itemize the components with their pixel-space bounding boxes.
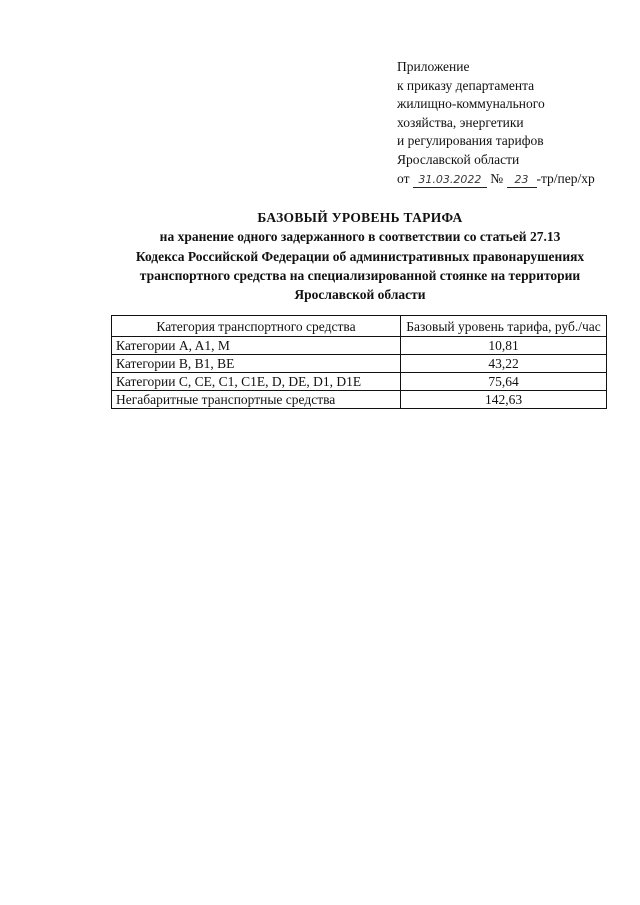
title-line: транспортного средства на специализированной стоянке на территории [139, 267, 581, 283]
appendix-line: хозяйства, энергетики [397, 114, 524, 130]
order-date: 31.03.2022 [413, 173, 487, 188]
order-prefix: от [397, 170, 410, 186]
table-row [112, 391, 607, 409]
order-number-sign: № [490, 170, 504, 186]
appendix-line: Приложение [397, 59, 470, 74]
table-row [112, 355, 607, 373]
table-row [112, 337, 607, 355]
title-line: на хранение одного задержанного в соответствии со статьей 27.13 [159, 229, 561, 245]
rate-cell: 142,63 [401, 391, 607, 409]
order-number: 23 [507, 173, 537, 188]
appendix-header [397, 58, 595, 188]
tariff-table [111, 315, 607, 409]
appendix-line: к приказу департамента [397, 77, 535, 93]
order-suffix: -тр/пер/хр [536, 170, 595, 186]
header-rate: Базовый уровень тарифа, руб./час [401, 316, 607, 337]
title-main: БАЗОВЫЙ УРОВЕНЬ ТАРИФА [257, 210, 463, 225]
category-cell: Категории B, B1, BE [112, 355, 401, 373]
document-title [80, 208, 640, 304]
rate-cell: 43,22 [401, 355, 607, 373]
appendix-line: жилищно-коммунального [397, 96, 545, 112]
appendix-line: Ярославской области [397, 151, 520, 167]
rate-cell: 75,64 [401, 373, 607, 391]
title-line: Кодекса Российской Федерации об административных правонарушениях [135, 248, 585, 264]
appendix-line: и регулирования тарифов [397, 133, 544, 149]
header-category: Категория транспортного средства [112, 316, 401, 337]
title-line: Ярославской области [294, 287, 426, 303]
category-cell: Негабаритные транспортные средства [112, 391, 401, 409]
table-header-row [112, 316, 607, 337]
rate-cell: 10,81 [401, 337, 607, 355]
order-reference [397, 170, 595, 189]
table-row [112, 373, 607, 391]
category-cell: Категории A, A1, M [112, 337, 401, 355]
category-cell: Категории C, CE, C1, C1E, D, DE, D1, D1E [112, 373, 401, 391]
